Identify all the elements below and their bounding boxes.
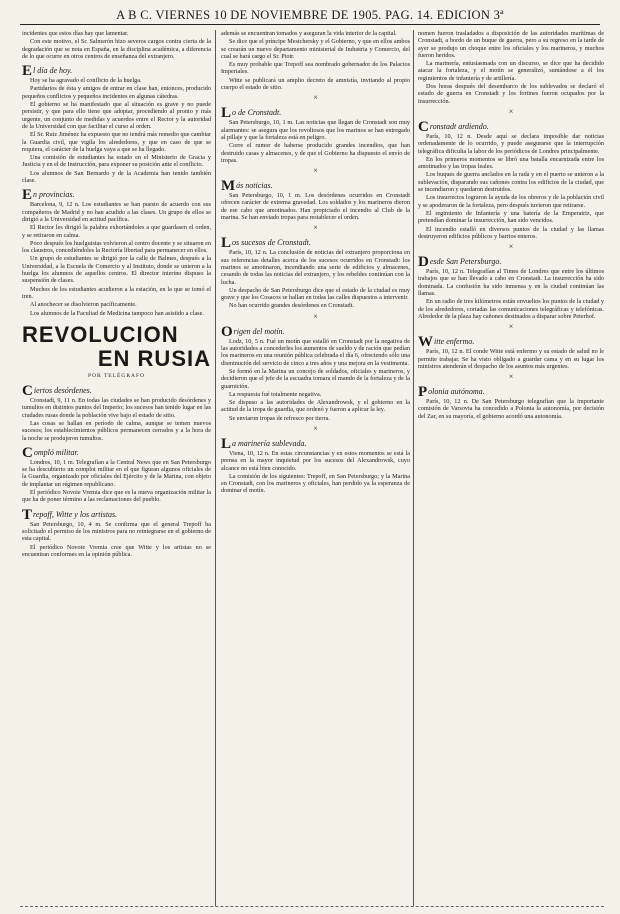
paragraph: Barcelona, 9, 12 n. Los estudiantes se han puesto de acuerdo con sus compañeros de Madrid y no han acudido a las clases. Un grupo de ellos se dirigió a la Universidad en actitud pacífica. — [22, 201, 211, 223]
paragraph: Muchos de los estudiantes acudieron a la estación, en la que se tomó el tren. — [22, 285, 211, 300]
paragraph: Poco después los huelguistas volvieron al centro docente y se situaron en los claustros, concediéndoles la Rectoría libertad para permanecer en ellos. — [22, 239, 211, 255]
paragraph: Los buques de guerra anclados en la rada y en el puerto se unieron a la sublevación, disparando sus cañones contra los edificios de la ciudad, que se incendiaron y quedaron destruidos. — [418, 171, 604, 194]
section-separator: × — [313, 223, 318, 233]
section-heading — [221, 235, 410, 252]
paragraph: El gobierno se ha manifestado que al situación es grave y no puede persistir, y que para ello tiene que adoptar, procediendo al pronto y más urgente, un conjunto de medidas y acuerdos entre el Rector y la autoridad de la Universidad con que facilitar el curso al orden. — [22, 101, 211, 130]
heading-text: a marinería sublevada. — [232, 438, 307, 448]
paragraph: Con este motivo, el Sr. Salmerón hizo severos cargos contra cierta de la degradación que se nota en España, en la disciplina académica, a diferencia de lo que ocurre en otros centros de enseñanza del extranjero. — [22, 38, 211, 60]
drop-cap: L — [221, 235, 232, 252]
section-heading — [221, 178, 410, 195]
heading-text: repoff, Witte y los artistas. — [33, 509, 118, 519]
paragraph: La respuesta fué totalmente negativa. — [229, 390, 322, 398]
paragraph: Corre el rumor de haberse producido grandes incendios, que han destruido casas y almacenes, y de que el Gobierno ha dispuesto el envío de tropas. — [221, 142, 410, 164]
paragraph: Lodz, 10, 5 n. Fué un motín que estalló en Cronstadt por la negativa de las autoridades a concederles los aumentos de sueldo y de ración que pedían los marineros en una reunión pública celebrada el día 6, ofreciendo sólo una disminución del servicio de cinco a tres años y una mejora en la vestimenta. — [221, 337, 410, 367]
drop-cap: E — [22, 187, 33, 204]
paragraph: El regimiento de Infantería y una batería de la Emperatriz, que pretendían dominar la insurrección, han sido vencidos. — [418, 209, 604, 225]
drop-cap: D — [418, 254, 429, 271]
heading-text: o de Cronstadt. — [232, 108, 282, 118]
paragraph: Se dispuso a las autoridades de Alexandrowsk, y el gobierno en la actitud de la tropa de guardia, que ordenó y fueron a aplicar la ley. — [221, 399, 410, 414]
heading-text: ronstadt ardiendo. — [429, 121, 489, 131]
paragraph: San Petersburgo, 10, 1 m. Los desórdenes ocurridos en Cronstadt ofrecen carácter de extrema gravedad. Los soldados y los marineros dieron de ese cabo que amotinados. Han propiciado el incendio al Club de la marina. Se han enviado tropas para restablecer el orden. — [221, 192, 410, 222]
paragraph: La marinería, entusiasmada con un discurso, se dice que ha decidido atacar la fortaleza, y el motín se generalizó, sumándose a él los regimientos de infantería y de artillería. — [418, 60, 604, 82]
drop-cap: W — [418, 334, 433, 351]
column-3 — [418, 30, 604, 910]
paragraph: Al anochecer se disolvieron pacíficamente. — [30, 301, 137, 309]
paragraph: además se encuentran tomados y aseguran la vida interior de la capital. — [221, 30, 397, 37]
paragraph: La comisión de los siguientes: Trepoff, en San Petersburgo; y la Marina en Cronstadt, con los marineros y oficiales, han perdido ya la esperanza de dominar el motín. — [221, 472, 410, 495]
headline-revolucion: REVOLUCION — [22, 321, 179, 347]
heading-text: l día de hoy. — [33, 66, 73, 76]
paragraph: París, 10, 12 n. De San Petersburgo telegrafían que la importante comisión de Varsovia ha concedido a Polonia la autonomía, por decisión del Zar, en su mayoría, el gobierno acordó una autonomía. — [418, 398, 604, 420]
paragraph: Cronstadt, 9, 11 n. En todas las ciudades se han producido desórdenes y tumultos en distintos puntos del Imperio; los sucesos han tenido lugar en las ciudades rusas donde la población vive bajo el estado de sitio. — [22, 397, 211, 419]
paragraph: París, 10, 12 n. El conde Witte está enfermo y su estado de salud no le permite trabajar. Se ha visto obligado a guardar cama y en su lugar los ministros atenderán el despacho de los asuntos más urgentes. — [418, 348, 604, 370]
drop-cap: E — [22, 63, 33, 80]
section-heading — [418, 384, 604, 401]
column-rule-2 — [413, 30, 414, 906]
heading-text: olonia autónoma. — [428, 387, 485, 397]
paragraph: Se enviaron tropas de refresco por tierra. — [229, 414, 330, 422]
heading-text: os sucesos de Cronstadt. — [232, 238, 311, 248]
paragraph: París, 10, 12 n. Telegrafían al Times de Londres que entre los últimos trabajos que se han llevado a cabo en Cronstadt. La insurrección ha sido dominada. La confusión ha sido inmensa y en la ciudad continúan las llamas. — [418, 268, 604, 298]
section-separator: × — [508, 372, 514, 382]
paragraph: El periódico Novoie Vremia cree que Witte y los artistas no se encuentran conformes en la opinión pública. — [22, 543, 211, 558]
section-heading — [221, 105, 410, 122]
heading-text: itte enfermo. — [434, 337, 475, 347]
paragraph: En un radio de tres kilómetros están envueltos los puntos de la ciudad y de los alrededores, cortadas las comunicaciones telegráficas y telefónicas. Alrededor de la plaza hay cañones destinados a disparar sobre Peterhof. — [418, 298, 604, 320]
headline-en-rusia: EN RUSIA — [97, 345, 211, 371]
heading-text: ás noticias. — [236, 181, 273, 191]
heading-text: n provincias. — [33, 190, 75, 200]
drop-cap: L — [221, 435, 232, 452]
paragraph: Witte se publicará un amplio decreto de amnistía, invitando al propio cuerpo el estado de sitio. — [221, 76, 410, 92]
paragraph: Es muy probable que Trepoff sea nombrado gobernador de los Palacios Imperiales. — [221, 61, 410, 76]
paragraph: Partidarios de ésta y amigos de entrar en clase han, entonces, producido pequeños conflictos y pequeños incidentes en algunas cátedras. — [22, 85, 211, 100]
section-heading — [418, 334, 604, 351]
paragraph: Los insurrectos lograron la ayuda de los obreros y de la población civil y se apoderaron de la fortaleza, pero después tuvieron que retirarse. — [418, 194, 604, 209]
heading-text: rigen del motín. — [233, 326, 285, 336]
drop-cap: C — [22, 444, 33, 461]
paragraph: San Petersburgo, 10, 4 m. Se confirma que el general Trepoff ha solicitado el permiso de los ministros para no reintegrarse en el gobierno de esta capital. — [22, 520, 211, 543]
paragraph: Las cosas se hallan en período de calma, aunque se temen nuevos sucesos; los establecimientos públicos permanecen cerrados y a la hora de la noche se produjeron tumultos. — [22, 419, 211, 442]
paragraph: Una comisión de estudiantes ha estado en el Ministerio de Gracia y Justicia y en el de Instrucción, para exponer su posición ante el conflicto. — [22, 154, 211, 169]
paragraph: Viena, 10, 12 n. En estas circunstancias y en estos momentos se está la prensa en la mayor inquietud por los sucesos del Alexandrowsk, cuyo alcance no está bien conocido. — [221, 449, 410, 472]
paragraph: Londres, 10, 1 m. Telegrafían a la Central News que en San Petersburgo se ha descubierto un complot militar en el que figuran algunos oficiales de la Guardia, organizado por oficiales del Ejército y de la Marina, con objeto de implantar un régimen republicano. — [22, 458, 211, 488]
section-heading — [221, 435, 410, 452]
paragraph: incidentes que estos días hay que lamentar. — [22, 30, 129, 37]
column-1 — [22, 30, 211, 910]
section-heading — [22, 444, 211, 461]
section-heading — [22, 63, 211, 80]
section-heading — [418, 118, 604, 135]
paragraph: nomen fueron trasladados a disposición de las autoridades marítimas de Cronstadt, a bordo de un buque de guerra, pero a su regreso en la tarde de ayer se produjo un choque entre los oficiales y los marineros, y muchos fueron heridos. — [418, 30, 604, 59]
section-heading — [221, 323, 410, 340]
section-separator: × — [508, 322, 514, 332]
section-separator: × — [313, 423, 318, 433]
column-2 — [221, 30, 410, 910]
headline-subtitle: POR TELÉGRAFO — [87, 372, 146, 379]
paragraph: Los alumnos de San Bernardo y de la Academia han tenido también clase. — [22, 169, 211, 185]
paragraph: El incendio estalló en diversos puntos de la ciudad y las llamas destruyeron edificios públicos y barrios enteros. — [418, 225, 604, 240]
section-separator: × — [313, 311, 318, 321]
section-heading — [418, 254, 604, 271]
section-heading — [22, 506, 211, 523]
column-rule-1 — [215, 30, 216, 906]
heading-text: iertos desórdenes. — [33, 386, 92, 396]
drop-cap: P — [418, 384, 428, 401]
heading-text: ompló militar. — [33, 447, 79, 457]
paragraph: San Petersburgo, 10, 1 m. Las noticias que llegan de Cronstadt son muy alarmantes: se asegura que los revoltosos que los marinos se han entregado al pillaje y que la fortaleza está en peligro. — [221, 119, 410, 141]
paragraph: El periódico Novoie Vremia dice que es la nueva organización militar la que ha de poner término a las reclamaciones del pueblo. — [22, 489, 211, 504]
bottom-rule — [20, 906, 604, 907]
paragraph: Se dice que el príncipe Mestchersky y el Gobierno, y que en ellos ambos se crearán un nuevo departamento ministerial de Industria y Comercio, del cual se hará cargo el Sr. Piotr. — [221, 38, 410, 60]
drop-cap: O — [221, 323, 233, 340]
drop-cap: C — [22, 383, 33, 400]
paragraph: En los primeros momentos se libró una batalla encarnizada entre los amotinados y las tropas leales. — [418, 155, 604, 171]
section-separator: × — [508, 242, 514, 252]
section-heading — [22, 383, 211, 400]
paragraph: No han ocurrido grandes desórdenes en Cronstadt. — [229, 302, 354, 310]
paragraph: El Rector les dirigió la palabra exhortándoles a que guardasen el orden, y se retiraron en calma. — [22, 224, 211, 239]
drop-cap: T — [22, 506, 33, 523]
paragraph: Hoy se ha agravado el conflicto de la huelga. — [30, 77, 142, 85]
section-heading — [22, 187, 211, 204]
section-separator: × — [313, 166, 318, 176]
section-separator: × — [313, 93, 318, 103]
paragraph: Un despacho de San Petersburgo dice que el estado de la ciudad es muy grave y que los Cosacos se hallan en todas las calles dispuestos a intervenir. — [221, 286, 410, 302]
paragraph: París, 10, 12 n. Desde aquí se declara imposible dar noticias ordenadamente de lo ocurrido, y puede asegurarse que la interrupción telegráfica dificulta la labor de los periódicos de Londres principalmente. — [418, 132, 604, 155]
paragraph: París, 10, 12 n. La conclusión de noticias del extranjero proporciona en sus referencias detalles acerca de los sucesos ocurridos en Cronstadt: los marinos se amotinaron, incendiando una serie de edificios y almacenes, cesando de todas las noticias del extranjero, y los rebeldes continúan con la lucha. — [221, 249, 410, 286]
drop-cap: M — [221, 178, 236, 195]
paragraph: Dos horas después del desembarco de los sublevados se declaró el estado de guerra en Cronstadt y los fortines fueron ocupados por la insurrección. — [418, 83, 604, 105]
drop-cap: L — [221, 105, 232, 122]
paragraph: Se formó en la Marina un concejo de soldados, oficiales y marineros, y decidieron que el jefe de la escuadra tomara el mando de la fortaleza y de la guarnición. — [221, 367, 410, 390]
paragraph: Los alumnos de la Facultad de Medicina tampoco han asistido a clase. — [30, 309, 204, 317]
paragraph: Un grupo de estudiantes se dirigió por la calle de Balmes, después a la Universidad, a la Escuela de Comercio y al Instituto, donde se unieron a la huelga los alumnos de aquellos centros. El director interino dispuso la suspensión de clases. — [22, 255, 211, 285]
section-separator: × — [508, 106, 514, 116]
heading-text: esde San Petersburgo. — [429, 257, 502, 267]
masthead: A B C. VIERNES 10 DE NOVIEMBRE DE 1905. PAG. 14. EDICION 3ª — [20, 6, 600, 25]
drop-cap: C — [418, 118, 429, 135]
paragraph: El Sr. Ruiz Jiménez ha expuesto que no tendrá más remedio que cambiar la Guardia civil, que vigila los alrededores, y que en caso de que se requiera, el carácter de la huelga vaya a que se ha llegado. — [22, 131, 211, 153]
